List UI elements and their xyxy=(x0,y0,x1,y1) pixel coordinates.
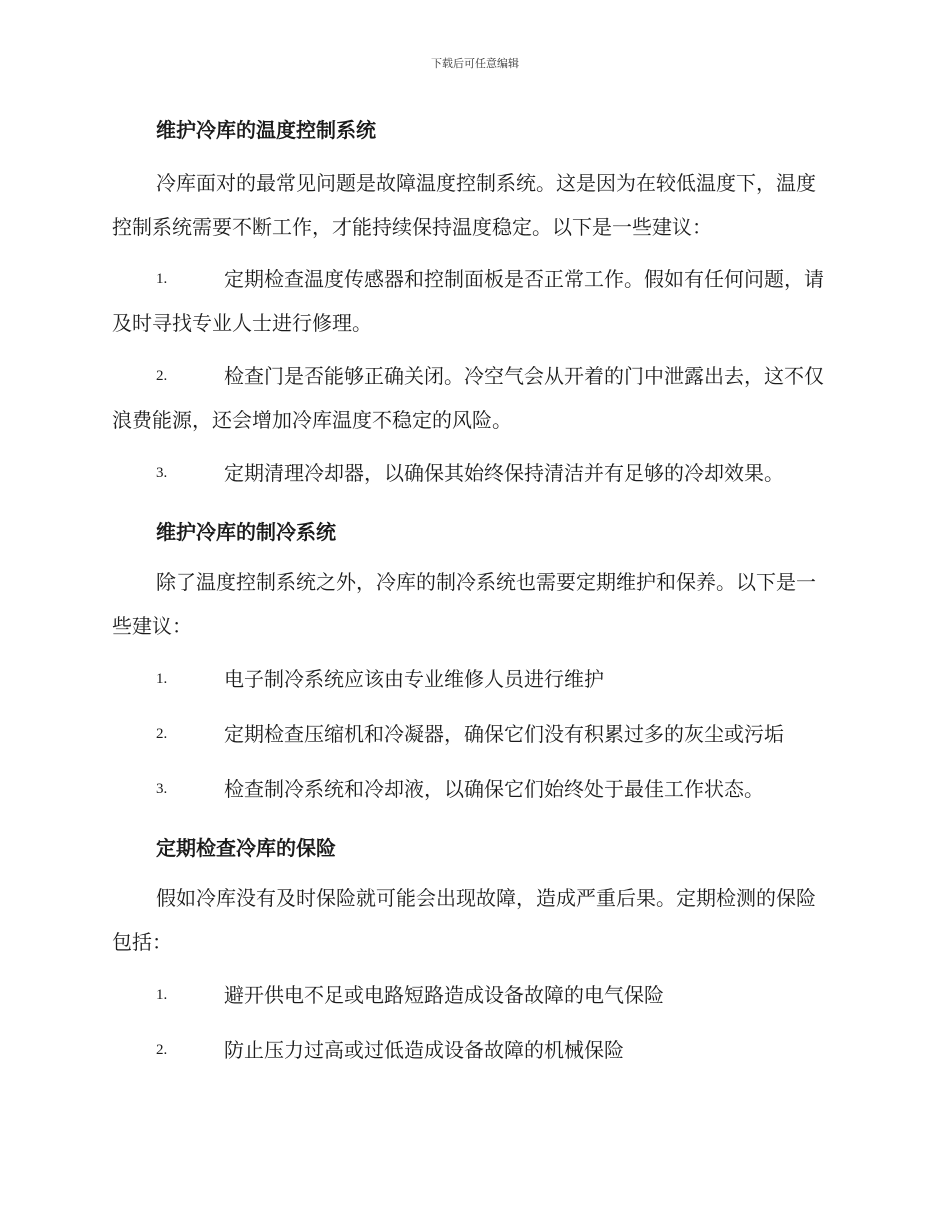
section-heading: 维护冷库的制冷系统 xyxy=(156,520,336,544)
list-text: 避开供电不足或电路短路造成设备故障的电气保险 xyxy=(224,983,664,1007)
list-item xyxy=(112,973,834,1017)
list-text: 定期清理冷却器，以确保其始终保持清洁并有足够的冷却效果。 xyxy=(224,461,784,485)
list-text: 电子制冷系统应该由专业维修人员进行维护 xyxy=(224,667,604,691)
list-item xyxy=(112,451,834,495)
list-item xyxy=(112,257,834,345)
section-heading: 定期检查冷库的保险 xyxy=(156,836,336,860)
list-number: 1. xyxy=(156,671,168,687)
list-item xyxy=(112,767,834,811)
list-text: 定期检查温度传感器和控制面板是否正常工作。假如有任何问题，请及时寻找专业人士进行修理。 xyxy=(112,267,824,335)
page-header: 下载后可任意编辑 xyxy=(431,57,519,70)
list-number: 2. xyxy=(156,1042,168,1058)
list-item xyxy=(112,1028,834,1072)
list-number: 2. xyxy=(156,368,168,384)
section-intro: 假如冷库没有及时保险就可能会出现故障，造成严重后果。定期检测的保险包括： xyxy=(112,886,816,954)
list-item xyxy=(112,354,834,442)
section-heading: 维护冷库的温度控制系统 xyxy=(156,118,376,142)
section-intro: 冷库面对的最常见问题是故障温度控制系统。这是因为在较低温度下，温度控制系统需要不断工作，才能持续保持温度稳定。以下是一些建议： xyxy=(112,171,816,239)
list-text: 检查门是否能够正确关闭。冷空气会从开着的门中泄露出去，这不仅浪费能源，还会增加冷库温度不稳定的风险。 xyxy=(112,364,824,432)
list-item xyxy=(112,712,834,756)
list-item xyxy=(112,657,834,701)
list-number: 3. xyxy=(156,465,168,481)
list-number: 3. xyxy=(156,781,168,797)
list-number: 2. xyxy=(156,726,168,742)
list-text: 检查制冷系统和冷却液，以确保它们始终处于最佳工作状态。 xyxy=(224,777,764,801)
list-text: 防止压力过高或过低造成设备故障的机械保险 xyxy=(224,1038,624,1062)
list-number: 1. xyxy=(156,987,168,1003)
list-text: 定期检查压缩机和冷凝器，确保它们没有积累过多的灰尘或污垢 xyxy=(224,722,784,746)
list-number: 1. xyxy=(156,271,168,287)
section-intro: 除了温度控制系统之外，冷库的制冷系统也需要定期维护和保养。以下是一些建议： xyxy=(112,570,816,638)
